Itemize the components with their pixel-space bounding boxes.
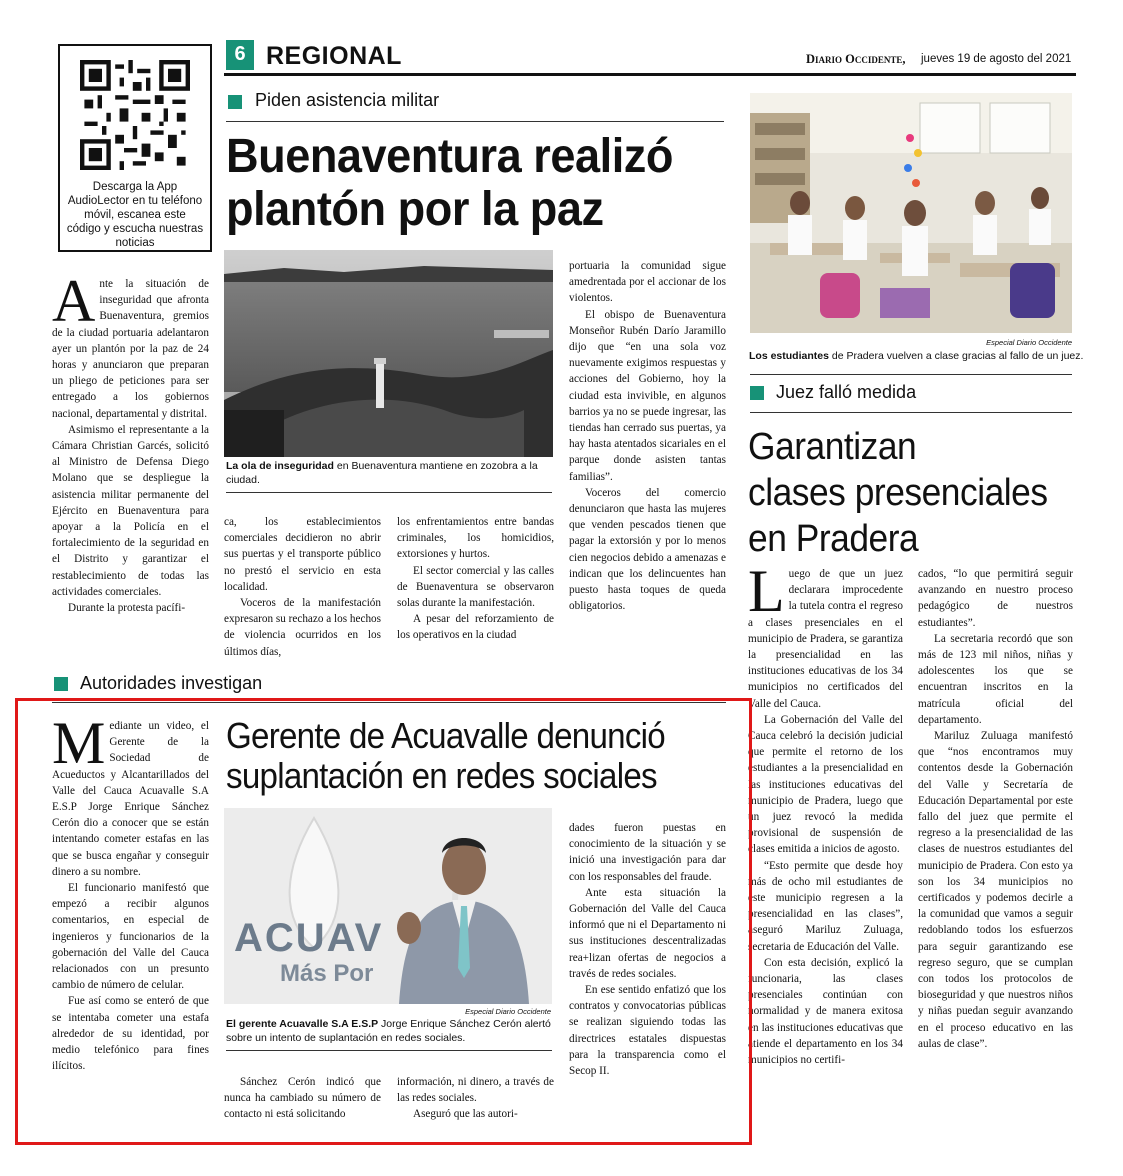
pradera-students-photo — [750, 93, 1072, 333]
story3-headline: Garantizan clases presenciales en Pradera — [748, 426, 1048, 560]
newspaper-masthead: Diario Occidente, — [806, 52, 906, 66]
qr-code-box — [58, 44, 212, 252]
story1-column-2: ca, los establecimientos comerciales decidieron no abrir sus puertas y el transporte público no prestó el servicio en esta localidad. Voceros de la manifestación expresaron su rechazo a los hechos de violencia ocurridos en los últimos días, — [224, 516, 381, 658]
kicker-square-icon — [750, 386, 764, 400]
photo-logo-text: ACUAV — [234, 916, 384, 960]
caption-divider — [750, 374, 1072, 375]
story1-column-3: los enfrentamientos entre bandas criminales, los homicidios, extorsiones y hurtos. El sector comercial y las calles de Buenaventura se observaron solas durante la manifestación. A pesar del reforzamiento de los operativos en la ciudad — [397, 516, 554, 642]
photo-credit: Especial Diario Occidente — [465, 1007, 551, 1016]
story1-column-1: Ante la situación de inseguridad que afronta Buenaventura, gremios de la ciudad portuaria adelantaron ayer un plantón por la paz de 24 horas y anunciaron que preparan un pliego de peticiones para ser entregado a los gobiernos nacional, departamental y distrital. Asimismo el representante a la Cámara Christian Garcés, solicitó al Ministro de Defensa Diego Molano que se despliegue la asistencia militar permanente del Ejército en Buenaventura para apoyar a la Policía en el fortalecimiento de la seguridad en el Distrito y garantizar el restablecimiento de todas las actividades comerciales. Durante la protesta pacífi- — [52, 268, 209, 615]
page-number: 6 — [226, 40, 254, 70]
story2-photo-caption: El gerente Acuavalle S.A E.S.P Jorge Enrique Sánchez Cerón alertó sobre un intento de suplantación en redes sociales. — [226, 1018, 551, 1044]
story1-column-4: portuaria la comunidad sigue amedrentada por el accionar de los violentos. El obispo de Buenaventura Monseñor Rubén Darío Jaramillo dijo que “en una sola voz nuevamente exigimos respuestas y acciones del Gobierno, hoy la ciudad esta invivible, en algunos barrios ya no se puede ingresar, las tiendas han cerrado sus puertas, ya hay hasta atentados sicariales en el parque donde asisten tantas familias”. Voceros del comercio denunciaron que hasta las mujeres que venden pescados tienen que pagar la extorsión y por lo menos cien negocios debido a amenazas e indican que los delincuentes han puesto hasta toques de queda obligatorios. — [569, 260, 726, 613]
qr-instructions: Descarga la App AudioLector en tu teléfono móvil, escanea este código y escucha nuestras noticias — [66, 181, 204, 249]
story2-kicker: Autoridades investigan — [80, 673, 263, 693]
story2-column-3: información, ni dinero, a través de las redes sociales. Aseguró que las autori- — [397, 1076, 554, 1121]
story2-column-4: dades fueron puestas en conocimiento de la situación y se inició una investigación para dar con los responsables del fraude. Ante esta situación la Gobernación del Valle del Cauca informó que ni el Departamento ni sus instituciones descentralizadas rea+lizan ofertas de negocios a través de redes sociales. En ese sentido enfatizó que los contratos y convocatorias públicas se realizan siguiendo todas las directrices estatales dispuestas para la transparencia como el Secop II. — [569, 822, 726, 1078]
kicker-square-icon — [54, 677, 68, 691]
qr-code-icon — [80, 60, 190, 170]
story1-photo-caption: La ola de inseguridad en Buenaventura mantiene en zozobra a la ciudad. — [226, 460, 538, 486]
story2-headline: Gerente de Acuavalle denunció suplantación en redes sociales — [226, 715, 665, 796]
story2-column-2: Sánchez Cerón indicó que nunca ha cambiado su número de contacto ni está solicitando — [224, 1076, 381, 1121]
story3-column-1: Luego de que un juez declarara improcedente la tutela contra el regreso a clases presenciales en el municipio de Pradera, se garantiza la presencialidad en las instituciones educativas de los 34 municipios no certificados del Valle del Cauca. La Gobernación del Valle del Cauca celebró la decisión judicial que permite el retorno de los estudiantes a la presencialidad en las instituciones educativas del municipio de Pradera, luego que un juez revocó la medida provisional de suspensión de clases emitida a inicios de agosto. “Esto permite que desde hoy más de ocho mil estudiantes de este municipio regresen a la presencialidad en las clases”, aseguró Mariluz Zuluaga, secretaria de Educación del Valle. Con esta decisión, explicó la funcionaria, las clases presenciales continúan con normalidad y de manera exitosa en las instituciones educativas que atiende el departamento en los 34 municipios no certifi- — [748, 558, 903, 1067]
story1-kicker: Piden asistencia militar — [255, 90, 440, 110]
photo-logo-tagline: Más Por — [280, 960, 374, 987]
issue-date: jueves 19 de agosto del 2021 — [921, 53, 1072, 65]
section-title: REGIONAL — [266, 42, 402, 70]
kicker-divider — [750, 412, 1072, 413]
buenaventura-bay-photo — [224, 250, 553, 457]
story3-column-2: cados, “lo que permitirá seguir avanzando en nuestro proceso pedagógico de nuestros estudiantes”. La secretaria recordó que son más de 123 mil niños, niñas y adolescentes los que se encuentran inscritos en la matrícula oficial del departamento. Mariluz Zuluaga manifestó que “nos encontramos muy contentos desde la Gobernación del Valle y Secretaría de Educación Departamental por este fallo del juez que permite el regreso a la presencialidad de las clases de nuestros estudiantes del municipio de Pradera. Con esto ya son los 34 municipios no certificados y podemos decirle a la comunidad que vamos a seguir redoblando todos los esfuerzos para seguir garantizando ese regreso seguro, que se cumplan con todos los protocolos de bioseguridad y que nuestros niños y niñas puedan seguir avanzando en el proceso educativo en las aulas de clase”. — [918, 568, 1073, 1050]
photo-credit: Especial Diario Occidente — [986, 338, 1072, 347]
highlight-frame — [15, 698, 752, 1145]
header-divider — [224, 73, 1076, 76]
story1-headline: Buenaventura realizó plantón por la paz — [226, 130, 673, 236]
kicker-square-icon — [228, 95, 242, 109]
story3-photo-caption: Los estudiantes de Pradera vuelven a clase gracias al fallo de un juez. — [749, 350, 1084, 362]
caption-divider — [226, 492, 552, 493]
kicker-divider — [226, 121, 724, 122]
story2-column-1: Mediante un video, el Gerente de la Sociedad de Acueductos y Alcantarillados del Valle del Cauca Acuavalle S.A E.S.P Jorge Enrique Sánchez Cerón dio a conocer que se están intentando cometer estafas en las que se busca engañar y conseguir dinero a su nombre. El funcionario manifestó que empezó a recibir algunos comentarios, en especial de ingenieros y funcionarios de la gobernación del Valle del Cauca relacionados con un presunto cambio de número de celular. Fue así como se enteró de que se intentaba cometer una estafa alrededor de su identidad, por medio telefónico para fines ilícitos. — [52, 710, 209, 1073]
story3-kicker: Juez falló medida — [776, 382, 917, 402]
